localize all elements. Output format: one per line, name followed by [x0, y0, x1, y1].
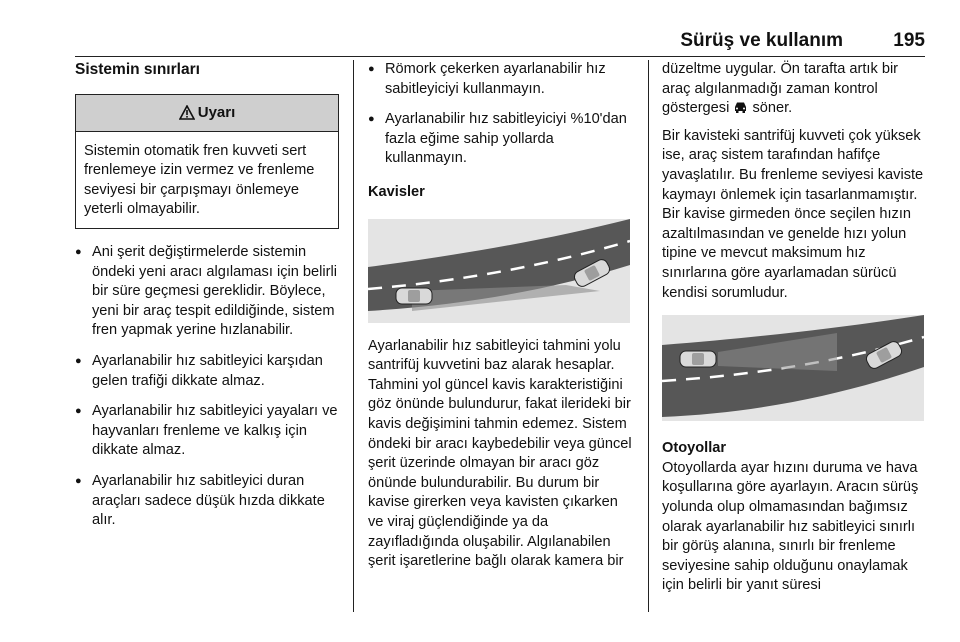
subheading-highways: Otoyollar	[662, 440, 727, 457]
column-divider	[648, 60, 649, 612]
highways-paragraph: Otoyollarda ayar hızını duruma ve hava koşullarına göre ayarlayın. Aracın sürüş yolunda olup olmamasından bağımsız olarak ayarlanabilir hız sabitleyici sınırlı bir görüş alanına, sınırlı bir frenleme seviyesine sahip olduğunu onaylamak için belirli bir yanıt süresi	[662, 459, 919, 594]
ego-car-icon	[680, 351, 716, 367]
limitations-list	[75, 243, 343, 531]
page-number: 195	[893, 30, 925, 51]
curves-paragraph: Ayarlanabilir hız sabitleyici tahmini yolu santrifüj kuvvetini baz alarak hesaplar. Tahmini yol güncel kavis karakteristiğini göz önünde bulundurur, fakat ilerideki bir kavis değişimini tahmin edemez. Sistem öndeki bir aracı kaybedebilir veya güncel şerit üzerinde olmayan bir aracı göz önünde bulundurabilir. Bu durum bir kavise girerken veya kavisten çıkarken ve viraj güçlendiğinde ya da zayıfladığında oluşabilir. Algılanabilen şerit işaretlerine bağlı olarak kamera bir	[368, 337, 632, 570]
car-front-indicator-icon	[733, 101, 748, 113]
warning-header	[76, 95, 338, 132]
usage-list	[368, 60, 634, 169]
warning-text: Sistemin otomatik fren kuvveti sert frenlemeye izin vermez ve frenleme seviyesi bir çarpışmayı önlemeye yeterli olmayabilir.	[84, 142, 315, 218]
warning-title: Uyarı	[197, 103, 236, 121]
page-header	[75, 16, 925, 57]
ego-car-icon	[396, 288, 432, 304]
paragraph: düzeltme uygular. Ön tarafta artık bir araç algılanmadığı zaman kontrol göstergesi söner.	[662, 61, 899, 117]
list-item: ● Ani şerit değiştirmelerde sistemin öndeki yeni aracı algılaması için belirli bir süre geçmesi gereklidir. Böylece, yeni bir araç tespit edildiğinde, sistem fren yapmak yerine hızlanabilir.	[75, 243, 343, 341]
paragraph: Bir kavisteki santrifüj kuvveti çok yüksek ise, araç sistem tarafından hafifçe yavaşlatılır. Bu frenleme seviyesi kaviste kaymayı önlemek için tasarlanmamıştır. Bir kavise girmeden önce seçilen hızın azaltılmasından ve genelde hızı yolun tipine ve mevcut maksimum hız sınırlarına göre ayarlamadan sürücü kendisi sorumludur.	[662, 127, 924, 301]
warning-triangle-icon	[179, 105, 195, 120]
curve-lost-target-illustration	[662, 315, 924, 421]
warning-box	[75, 94, 339, 229]
list-item: ● Ayarlanabilir hız sabitleyici duran araçları sadece düşük hızda dikkate alır.	[75, 472, 343, 531]
list-item: ● Ayarlanabilir hız sabitleyici yayaları ve hayvanları frenleme ve kalkış için dikkate almaz.	[75, 402, 343, 461]
column-divider	[353, 60, 354, 612]
list-item: ● Ayarlanabilir hız sabitleyici karşıdan gelen trafiği dikkate almaz.	[75, 352, 343, 391]
chapter-title: Sürüş ve kullanım	[680, 30, 843, 51]
curve-road-illustration	[368, 219, 630, 323]
column-3	[662, 60, 928, 604]
list-item: ● Römork çekerken ayarlanabilir hız sabitleyiciyi kullanmayın.	[368, 60, 634, 99]
list-item: ● Ayarlanabilir hız sabitleyiciyi %10'dan fazla eğime sahip yollarda kullanmayın.	[368, 110, 634, 169]
section-title: Sistemin sınırları	[75, 61, 200, 78]
subheading-curves: Kavisler	[368, 183, 425, 200]
column-1	[75, 60, 343, 542]
column-2	[368, 60, 634, 580]
